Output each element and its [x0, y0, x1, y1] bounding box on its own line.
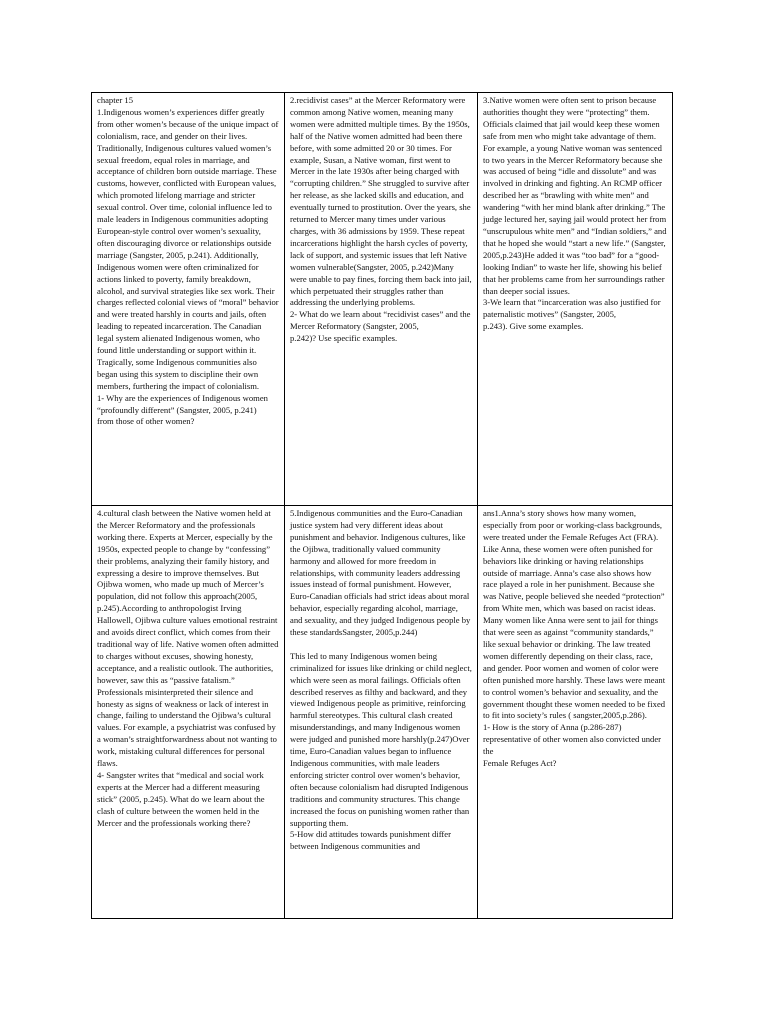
- answer-paragraph: 1.Indigenous women’s experiences differ greatly from other women’s because of the unique impact of colonialism, race, and gender on their lives. Traditionally, Indigenous cultures valued women’s sexual freedom, equal roles in marriage, and acceptance of children born outside marriage. These customs, however, conflicted with European values, which promoted lifelong marriage and stricter sexual control. Over time, colonial influence led to male leaders in Indigenous communities adopting European-style control over women’s sexuality, often discouraging divorce or relationships outside marriage (Sangster, 2005, p.241). Additionally, Indigenous women were often criminalized for actions linked to poverty, family breakdown, alcohol, and survival strategies like sex work. Their charges reflected colonial views of “moral” behavior and were treated harshly in courts and jails, often leading to repeated incarceration. The Canadian legal system alienated Indigenous women, who found little understanding or support within it. Tragically, some Indigenous communities also began using this system to discipline their own members, furthering the impact of colonialism.: [97, 106, 279, 391]
- answer-paragraph: ans1.Anna’s story shows how many women, especially from poor or working-class backgrounds, were treated under the Female Refuges Act (FRA). Like Anna, these women were often punished for behaviors like drinking or having relationships outside of marriage. Anna’s case also shows how race played a role in her punishment. Because she was Native, people believed she needed “protection” from White men, which was based on racist ideas. Many women like Anna were sent to jail for things that were seen as against “community standards,” like sexual behavior or drinking. The law treated women differently depending on their class, race, and gender. Poor women and women of color were often punished more harshly. These laws were meant to control women’s behavior and sexuality, and the government thought these women needed to be fixed to fit into society’s rules ( sangster,2005,p.286).: [483, 508, 666, 721]
- answer-paragraph: p.245).According to anthropologist Irving Hallowell, Ojibwa culture values emotional restraint and avoids direct conflict, which comes from their traditional way of life. Native women often admitted to charges without excuses, showing honesty, acceptance, and a realistic outlook. The authorities, however, saw this as “passive fatalism.” Professionals misinterpreted their silence and honesty as signs of weakness or lack of interest in change, failing to understand the Ojibwa’s cultural values. For example, a psychiatrist was confused by a woman’s straightforwardness about not wanting to work, mistaking cultural differences for personal flaws.: [97, 603, 279, 769]
- answer-paragraph: 4.cultural clash between the Native women held at the Mercer Reformatory and the professionals working there. Experts at Mercer, especially by the 1950s, expected people to change by “confessing” their problems, analyzing their family history, and expressing a desire to improve themselves. But Ojibwa women, who made up much of Mercer’s population, did not follow this approach(2005,: [97, 508, 273, 602]
- question-text: 4- Sangster writes that “medical and social work experts at the Mercer had a different measuring: [97, 769, 264, 792]
- question-text: Female Refuges Act?: [483, 758, 557, 769]
- question-text: 3-We learn that “incarceration was also justified for paternalistic motives” (Sangster, 2005,: [483, 297, 661, 320]
- question-text: 2- What do we learn about “recidivist cases” and the Mercer Reformatory (Sangster, 2005,: [290, 309, 471, 332]
- table-row: [92, 506, 673, 919]
- question-text: p.242)? Use specific examples.: [290, 333, 398, 344]
- cell-question-5: [285, 506, 478, 919]
- question-text: 1- Why are the experiences of Indigenous women “profoundly different” (Sangster, 2005, p.241): [97, 392, 268, 415]
- question-text: from those of other women?: [97, 416, 195, 427]
- question-text: stick” (2005, p.245). What do we learn about the clash of culture between the women held in the: [97, 793, 265, 816]
- paragraph-gap: [290, 639, 472, 651]
- question-text: 1- How is the story of Anna (p.286-287) representative of other women also convicted under the: [483, 722, 662, 757]
- cell-answer-anna: [478, 506, 673, 919]
- cell-question-3: [478, 93, 673, 506]
- answer-paragraph: This led to many Indigenous women being criminalized for issues like drinking or child neglect, which were seen as moral failings. Officials often described reserves as filthy and backward, and they viewed Indigenous people as primitive, reinforcing harmful stereotypes. This cultural clash created misunderstandings, and many Indigenous women were judged and punished more harshly(p.247)Over time, Euro-Canadian values began to influence Indigenous communities, with male leaders enforcing stricter control over women’s behavior, often because colonialism had disrupted Indigenous traditions and community structures. This change increased the focus on punishing women rather than supporting them.: [290, 650, 472, 828]
- question-text: 5-How did attitudes towards punishment differ between Indigenous communities and: [290, 829, 451, 852]
- answer-paragraph: 2.recidivist cases” at the Mercer Reformatory were common among Native women, meaning many women were admitted multiple times. By the 1950s, half of the Native women admitted had been there before, with some admitted 20 or 30 times. For example, Susan, a Native woman, first went to Mercer in the late 1930s after being charged with “corrupting children.” She struggled to survive after her release, as she lacked skills and education, and eventually turned to prostitution. Over the years, she returned to Mercer many times under various charges, with 36 admissions by 1959. These repeat incarcerations highlight the harsh cycles of poverty, lack of support, and systemic issues that left Native women vulnerable(Sangster, 2005, p.242)Many were unable to pay fines, forcing them back into jail, which perpetuated their struggles rather than addressing the underlying problems.: [290, 95, 472, 308]
- notes-table: [91, 92, 673, 919]
- cell-question-1: [92, 93, 285, 506]
- answer-paragraph: 3.Native women were often sent to prison because authorities thought they were “protecting” them. Officials claimed that jail would keep these women safe from men who might take advantage of them. For example, a young Native woman was sentenced to two years in the Mercer Reformatory because she was accused of being “idle and dissolute” and was involved in drinking and fighting. An RCMP officer described her as “brawling with white men” and wandering “with her mind blank after drinking.” The judge lectured her, saying jail would protect her from “unscrupulous white men” and “Indian soldiers,” and that he hoped she would “start a new life.” (Sangster, 2005,p.243)He added it was “too bad” for a “good-looking Indian” to waste her life, showing his belief that her problems came from her surroundings rather than deeper social issues.: [483, 95, 667, 296]
- chapter-heading: chapter 15: [97, 95, 134, 105]
- question-text: p.243). Give some examples.: [483, 321, 584, 332]
- question-text: Mercer and the professionals working there?: [97, 817, 251, 828]
- cell-question-4: [92, 506, 285, 919]
- answer-paragraph: 5.Indigenous communities and the Euro-Canadian justice system had very different ideas about punishment and behavior. Indigenous cultures, like the Ojibwa, traditionally valued community harmony and allowed for more freedom in relationships, with community leaders addressing issues instead of formal punishment. However, Euro-Canadian officials had strict ideas about moral behavior, especially regarding alcohol, marriage, and sexuality, and they judged Indigenous people by these standardsSangster, 2005,p.244): [290, 508, 471, 638]
- table-row: [92, 93, 673, 506]
- cell-question-2: [285, 93, 478, 506]
